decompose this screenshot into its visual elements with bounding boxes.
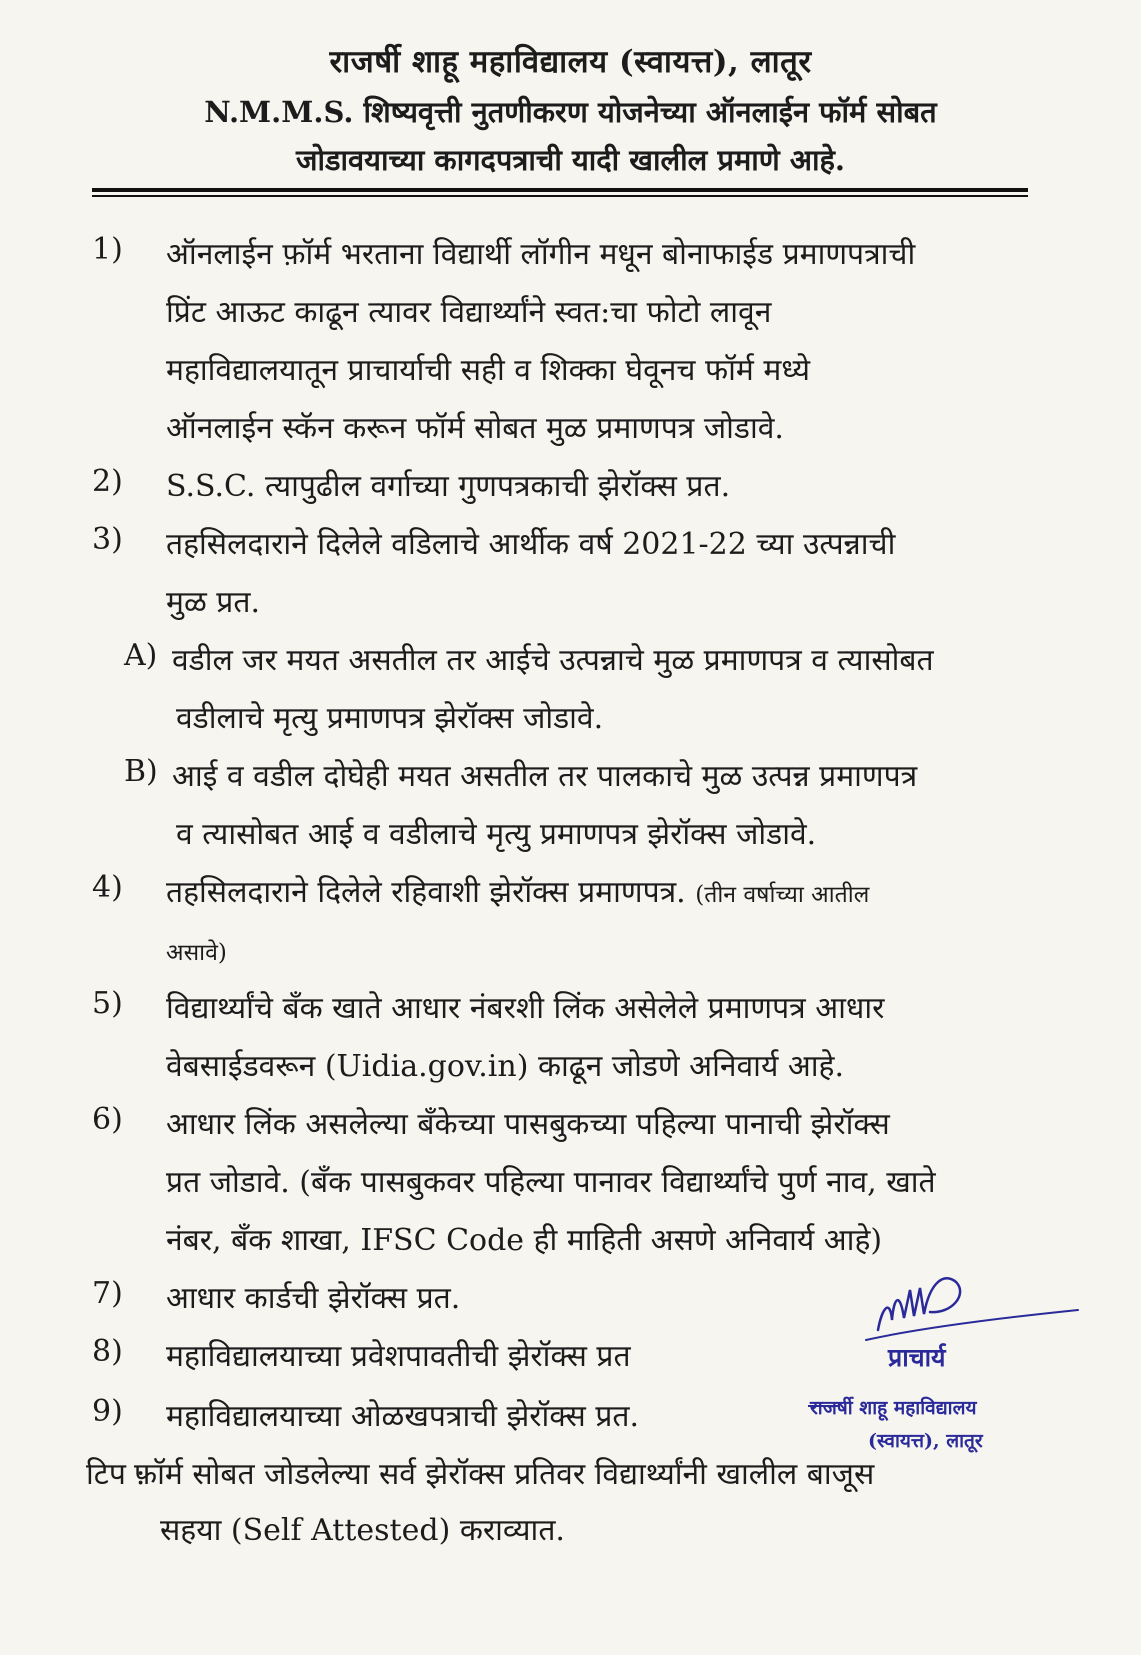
item-8-line-1: महाविद्यालयाच्या प्रवेशपावतीची झेरॉक्स प्रत [166, 1339, 631, 1374]
item-7-line-1: आधार कार्डची झेरॉक्स प्रत. [166, 1281, 461, 1316]
stamp-college-name: राजर्षी शाहू महाविद्यालय [810, 1397, 977, 1419]
item-4-note: (तीन वर्षाच्या आतील [695, 882, 870, 908]
item-5-line-2: वेबसाईडवरून (Uidia.gov.in) काढून जोडणे अनिवार्य आहे. [166, 1049, 845, 1084]
tip-label: टिप : [86, 1457, 146, 1492]
item-3b-label: B) [124, 754, 158, 789]
college-title: राजर्षी शाहू महाविद्यालय (स्वायत्त), लातूर [329, 44, 812, 80]
item-6-line-3: नंबर, बँक शाखा, IFSC Code ही माहिती असणे अनिवार्य आहे) [166, 1223, 883, 1258]
item-3a-line-2: वडीलाचे मृत्यु प्रमाणपत्र झेरॉक्स जोडावे. [176, 701, 604, 736]
item-3b-line-1: आई व वडील दोघेही मयत असतील तर पालकाचे मुळ उत्पन्न प्रमाणपत्र [172, 759, 918, 794]
header-rule-thin [92, 195, 1028, 197]
item-3a-line-1: वडील जर मयत असतील तर आईचे उत्पन्नाचे मुळ प्रमाणपत्र व त्यासोबत [172, 643, 934, 678]
item-9-line-1: महाविद्यालयाच्या ओळखपत्राची झेरॉक्स प्रत. [166, 1399, 640, 1434]
stamp-title: प्राचार्य [888, 1343, 946, 1372]
item-3-number: 3) [92, 522, 123, 557]
item-5-number: 5) [92, 986, 123, 1021]
item-1-number: 1) [92, 232, 123, 267]
item-6-line-2: प्रत जोडावे. (बँक पासबुकवर पहिल्या पानावर विद्यार्थ्यांचे पुर्ण नाव, खाते [166, 1165, 936, 1200]
tip-line-2: सहया (Self Attested) कराव्यात. [160, 1513, 565, 1548]
item-9-number: 9) [92, 1394, 123, 1429]
item-3b-line-2: व त्यासोबत आई व वडीलाचे मृत्यु प्रमाणपत्र झेरॉक्स जोडावे. [176, 817, 817, 852]
item-1-line-2: प्रिंट आऊट काढून त्यावर विद्यार्थ्यांने स्वत:चा फोटो लावून [166, 295, 772, 330]
item-4-number: 4) [92, 870, 123, 905]
item-4-note-continued: असावे) [166, 940, 227, 966]
item-1-line-3: महाविद्यालयातून प्राचार्याची सही व शिक्का घेवूनच फॉर्म मध्ये [166, 353, 810, 388]
item-7-number: 7) [92, 1276, 123, 1311]
document-subtitle-line1: N.M.M.S. शिष्यवृत्ती नुतणीकरण योजनेच्या ऑनलाईन फॉर्म सोबत [204, 95, 937, 129]
item-1-line-1: ऑनलाईन फ़ॉर्म भरताना विद्यार्थी लॉगीन मधून बोनाफाईड प्रमाणपत्राची [166, 237, 916, 272]
item-3a-label: A) [124, 638, 158, 673]
item-8-number: 8) [92, 1334, 123, 1369]
item-4-line-1 [166, 870, 869, 911]
header-rule-thick [92, 188, 1028, 192]
item-6-line-1: आधार लिंक असलेल्या बँकेच्या पासबुकच्या पहिल्या पानाची झेरॉक्स [166, 1107, 890, 1142]
item-2-line-1: S.S.C. त्यापुढील वर्गाच्या गुणपत्रकाची झेरॉक्स प्रत. [166, 469, 731, 504]
stamp-college-place: (स्वायत्त), लातूर [868, 1430, 983, 1452]
item-3-line-1: तहसिलदाराने दिलेले वडिलाचे आर्थीक वर्ष 2021-22 च्या उत्पन्नाची [166, 527, 896, 562]
item-4-main-text: तहसिलदाराने दिलेले रहिवाशी झेरॉक्स प्रमाणपत्र. [166, 875, 686, 910]
item-6-number: 6) [92, 1102, 123, 1137]
item-3-line-2: मुळ प्रत. [166, 585, 260, 620]
item-2-number: 2) [92, 464, 123, 499]
principal-signature [860, 1268, 1080, 1348]
item-5-line-1: विद्यार्थ्यांचे बँक खाते आधार नंबरशी लिंक असेलेले प्रमाणपत्र आधार [166, 991, 885, 1026]
item-1-line-4: ऑनलाईन स्कॅन करून फॉर्म सोबत मुळ प्रमाणपत्र जोडावे. [166, 411, 784, 446]
document-subtitle-line2: जोडावयाच्या कागदपत्राची यादी खालील प्रमाणे आहे. [296, 143, 845, 177]
tip-line-1: फॉर्म सोबत जोडलेल्या सर्व झेरॉक्स प्रतिवर विद्यार्थ्यांनी खालील बाजूस [134, 1457, 875, 1492]
